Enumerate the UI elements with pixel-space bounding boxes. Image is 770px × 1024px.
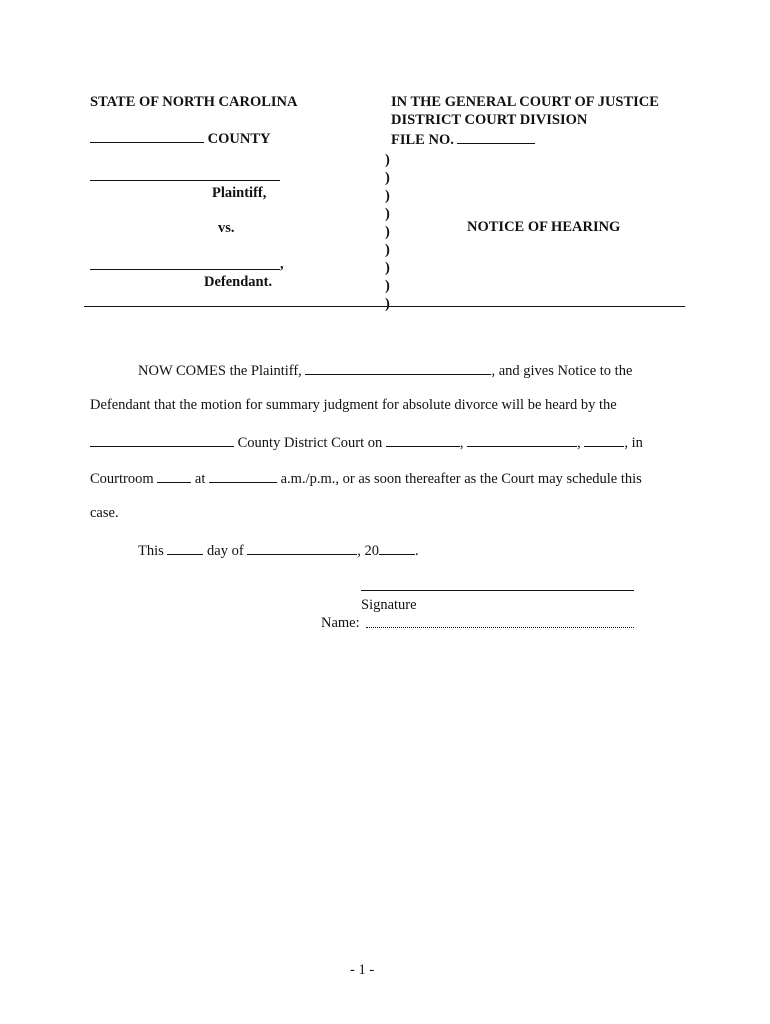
county-label: COUNTY [207,131,271,147]
defendant-label: Defendant. [204,274,273,290]
plaintiff-label: Plaintiff, [212,185,267,201]
county-court-text: County District Court on [237,435,383,451]
comma-text: , [459,435,464,451]
caption-paren: ) [385,188,390,204]
year-prefix-text: , 20 [357,543,380,559]
signing-month-field[interactable] [247,541,357,555]
courtroom-number-field[interactable] [157,469,191,483]
caption-paren: ) [385,260,390,276]
body-line-2: Defendant that the motion for summary judgment for absolute divorce will be heard by the [90,397,617,413]
time-suffix-text: a.m./p.m., or as soon thereafter as the Court may schedule this [280,471,642,487]
document-title: NOTICE OF HEARING [467,219,621,235]
caption-paren: ) [385,278,390,294]
caption-parenthesis-column [385,151,397,313]
period-text: . [415,543,419,559]
court-heading-line1: IN THE GENERAL COURT OF JUSTICE [391,94,659,110]
notice-intro-text: , and gives Notice to the [491,363,633,379]
plaintiff-name-blank[interactable] [90,180,280,181]
signing-day-field[interactable] [167,541,203,555]
state-heading: STATE OF NORTH CAROLINA [90,94,298,110]
court-heading-line2: DISTRICT COURT DIVISION [391,112,588,128]
name-label: Name: [321,615,360,631]
body-line-4 [90,469,642,488]
versus-label: vs. [218,220,235,236]
file-no-line [391,130,535,149]
caption-divider [84,306,685,307]
date-line [138,541,419,560]
caption-paren: ) [385,296,390,312]
caption-paren: ) [385,242,390,258]
hearing-time-field[interactable] [209,469,277,483]
plaintiff-intro-text: NOW COMES the Plaintiff, [138,363,302,379]
caption-paren: ) [385,170,390,186]
hearing-weekday-field[interactable] [386,433,460,447]
body-line-5: case. [90,505,119,521]
page-number: - 1 - [350,962,375,978]
signature-line[interactable] [361,590,634,591]
caption-paren: ) [385,224,390,240]
county-name-blank[interactable] [90,129,204,143]
file-no-label: FILE NO. [391,132,454,148]
plaintiff-name-field[interactable] [305,361,491,375]
body-line-1 [138,361,632,380]
day-of-text: day of [207,543,244,559]
signature-label: Signature [361,597,417,613]
county-field[interactable] [90,433,234,447]
this-text: This [138,543,164,559]
body-line-3 [90,433,643,452]
hearing-date-field[interactable] [467,433,577,447]
defendant-name-blank[interactable] [90,269,280,270]
signing-year-field[interactable] [379,541,415,555]
courtroom-text: Courtroom [90,471,154,487]
comma-text: , [577,435,581,451]
defendant-comma: , [280,256,284,272]
county-line [90,129,270,148]
caption-paren: ) [385,152,390,168]
name-field[interactable] [366,627,634,628]
hearing-year-field[interactable] [584,433,624,447]
in-text: , in [624,435,643,451]
caption-paren: ) [385,206,390,222]
at-text: at [194,471,206,487]
file-no-blank[interactable] [457,130,535,144]
